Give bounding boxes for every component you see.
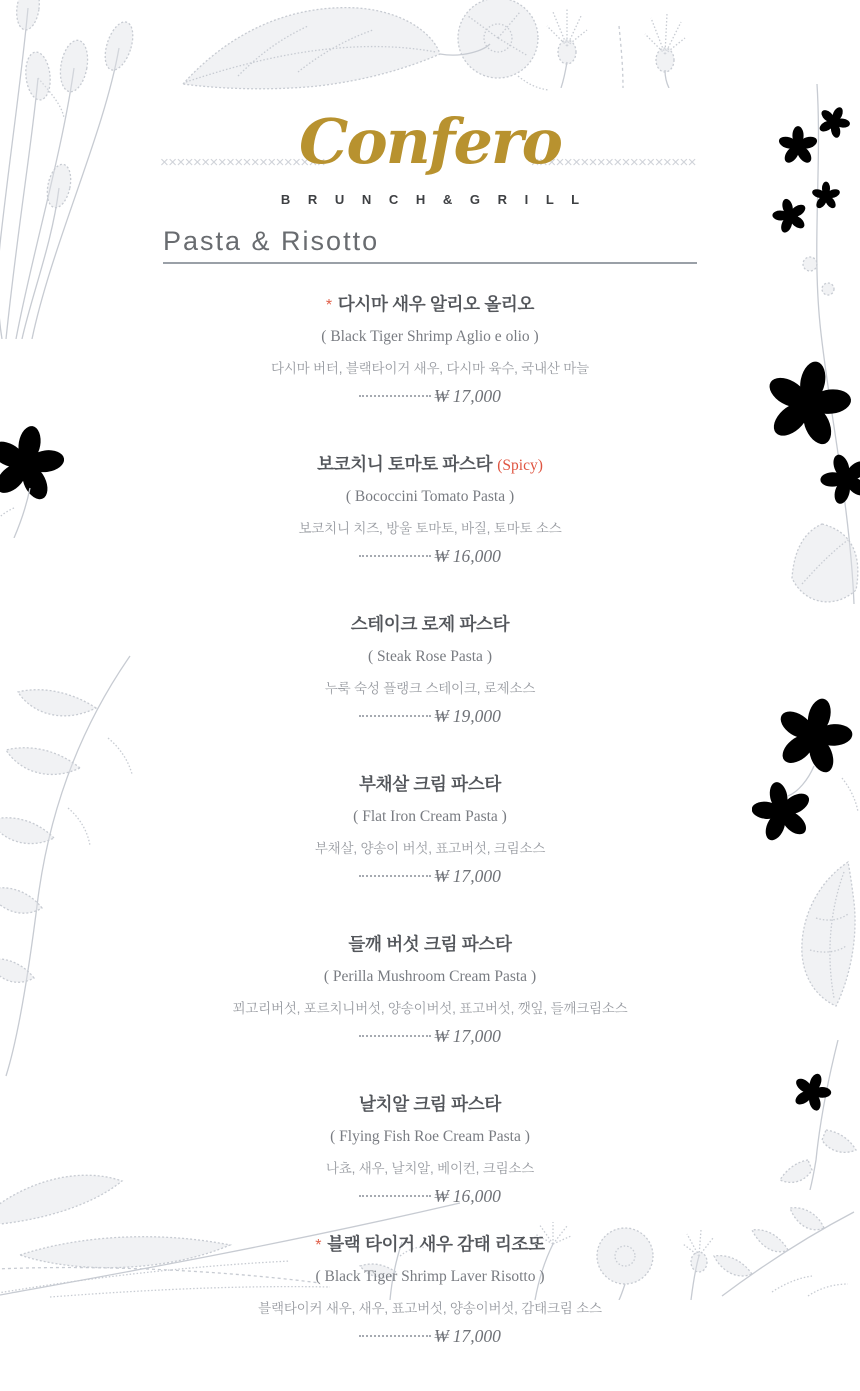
menu-item [130, 291, 730, 407]
price-leader-line [359, 875, 431, 877]
item-price [130, 1026, 730, 1047]
item-ingredients: 나쵸, 새우, 날치알, 베이컨, 크림소스 [325, 1161, 535, 1176]
item-price [130, 1186, 730, 1207]
item-name-english: ( Black Tiger Shrimp Aglio e olio ) [321, 328, 539, 345]
item-ingredients: 꾀고리버섯, 포르치니버섯, 양송이버섯, 표고버섯, 깻잎, 들깨크림소스 [232, 1001, 628, 1016]
menu-item [130, 931, 730, 1047]
price-leader-line [359, 395, 431, 397]
item-ingredients: 부채살, 양송이 버섯, 표고버섯, 크림소스 [314, 841, 546, 856]
item-name-korean: 들깨 버섯 크림 파스타 [348, 934, 512, 954]
price-leader-line [359, 555, 431, 557]
item-title [130, 451, 730, 476]
botanical-flowers-right-icon [752, 688, 860, 858]
section-underline [163, 262, 697, 264]
price-amount: 17,000 [452, 866, 501, 886]
item-name-korean: 보코치니 토마토 파스타 [317, 454, 493, 474]
menu-item [130, 451, 730, 567]
item-title [130, 1091, 730, 1116]
botanical-sprig-right-icon [768, 1040, 860, 1195]
price-amount: 17,000 [452, 1026, 501, 1046]
item-price [130, 546, 730, 567]
price-amount: 17,000 [452, 386, 501, 406]
price-amount: 17,000 [452, 1326, 501, 1346]
item-title [130, 771, 730, 796]
item-price [130, 386, 730, 407]
item-name-korean: 부채살 크림 파스타 [359, 774, 501, 794]
item-name-english: ( Bococcini Tomato Pasta ) [345, 488, 515, 505]
menu-list [130, 291, 730, 1391]
item-title [130, 931, 730, 956]
menu-item [130, 771, 730, 887]
price-leader-line [359, 1035, 431, 1037]
botanical-flower-left-icon [0, 408, 90, 543]
botanical-leaves-bottom-right-icon [712, 1192, 860, 1305]
menu-item [130, 611, 730, 727]
signature-asterisk: * [315, 1237, 322, 1254]
divider-pattern-left: ×××××××××××××××××××× [160, 154, 326, 171]
brand-tagline: B R U N C H & G R I L L [280, 192, 587, 207]
botanical-dotted-leaf-right-icon [788, 858, 860, 1013]
price-leader-line [359, 715, 431, 717]
item-name-english: ( Black Tiger Shrimp Laver Risotto ) [315, 1268, 545, 1285]
item-name-english: ( Steak Rose Pasta ) [368, 648, 492, 665]
menu-item [130, 1231, 730, 1347]
botanical-cornflowers-top-right-icon [515, 0, 705, 93]
item-title [130, 611, 730, 636]
price-leader-line [359, 1195, 431, 1197]
currency-symbol: ₩ [434, 386, 449, 406]
currency-symbol: ₩ [434, 546, 449, 566]
botanical-leaf-flower-top-icon [168, 0, 588, 97]
menu-item [130, 1091, 730, 1207]
signature-asterisk: * [325, 297, 332, 314]
item-title [130, 291, 730, 316]
item-price [130, 706, 730, 727]
botanical-leafy-branch-left-icon [0, 648, 138, 1083]
item-ingredients: 다시마 버터, 블랙타이거 새우, 다시마 육수, 국내산 마늘 [270, 361, 589, 376]
spicy-tag: (Spicy) [497, 457, 543, 474]
currency-symbol: ₩ [434, 1186, 449, 1206]
item-name-english: ( Perilla Mushroom Cream Pasta ) [323, 968, 537, 985]
masthead [0, 96, 860, 207]
item-ingredients: 블랙타이커 새우, 새우, 표고버섯, 양송이버섯, 감태크림 소스 [258, 1301, 602, 1316]
item-ingredients: 누룩 숙성 플랭크 스테이크, 로제소스 [324, 681, 536, 696]
item-name-english: ( Flying Fish Roe Cream Pasta ) [330, 1128, 530, 1145]
item-name-korean: 날치알 크림 파스타 [359, 1094, 501, 1114]
item-name-korean: 스테이크 로제 파스타 [350, 614, 510, 634]
currency-symbol: ₩ [434, 866, 449, 886]
price-amount: 19,000 [452, 706, 501, 726]
item-name-english: ( Flat Iron Cream Pasta ) [353, 808, 507, 825]
currency-symbol: ₩ [434, 706, 449, 726]
price-amount: 16,000 [452, 1186, 501, 1206]
divider-pattern-right: ×××××××××××××××××××× [530, 154, 696, 171]
price-leader-line [359, 1335, 431, 1337]
section-title: Pasta & Risotto [163, 226, 380, 256]
item-price [130, 866, 730, 887]
item-name-korean: 블랙 타이거 새우 감태 리조또 [327, 1234, 545, 1254]
item-title [130, 1231, 730, 1256]
item-name-korean: 다시마 새우 알리오 올리오 [337, 294, 535, 314]
currency-symbol: ₩ [434, 1326, 449, 1346]
item-ingredients: 보코치니 치즈, 방울 토마토, 바질, 토마토 소스 [298, 521, 562, 536]
price-amount: 16,000 [452, 546, 501, 566]
currency-symbol: ₩ [434, 1026, 449, 1046]
brand-logo: Confero [299, 105, 561, 178]
item-price [130, 1326, 730, 1347]
